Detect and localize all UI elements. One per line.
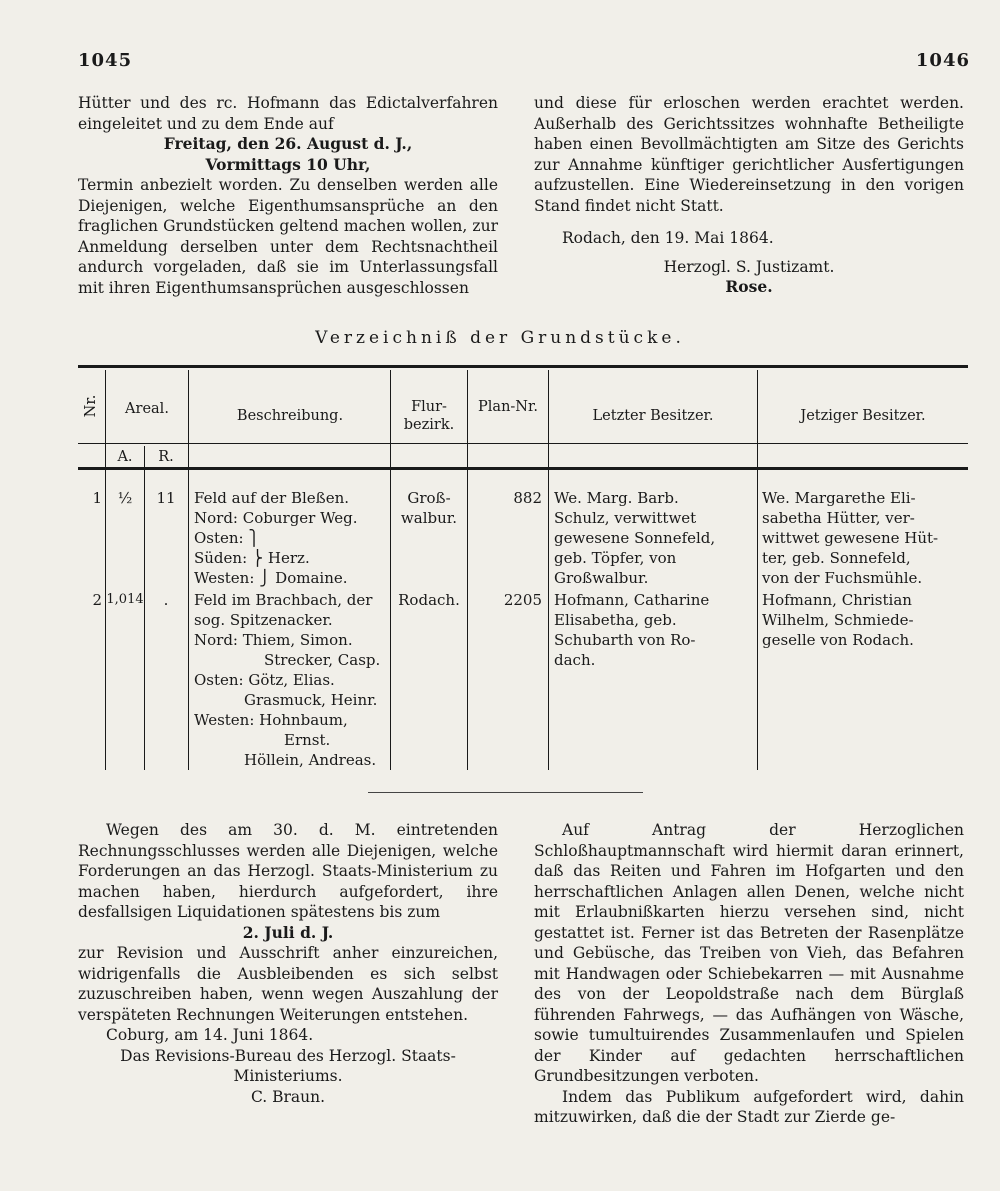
- row2-letzter-besitzer: [554, 590, 754, 670]
- column-divider: [188, 370, 189, 770]
- row2-jetziger-besitzer: [762, 590, 968, 650]
- text-line: gewesene Sonnefeld,: [554, 529, 716, 547]
- signer: Rose.: [725, 277, 773, 296]
- header-sub-rule: [78, 443, 968, 444]
- text-line: sog. Spitzenacker.: [194, 611, 333, 629]
- table-title: Verzeichniß der Grundstücke.: [315, 328, 685, 348]
- row1-nr: 1: [92, 489, 102, 507]
- row2-plan-nr: 2205: [503, 591, 542, 609]
- text-line: sabetha Hütter, ver-: [762, 509, 915, 527]
- header-bottom-rule: [78, 467, 968, 470]
- text-line: Feld auf der Bleßen.: [194, 489, 349, 507]
- column-divider: [467, 370, 468, 770]
- text-line: Groß-: [407, 489, 451, 507]
- row2-nr: 2: [92, 591, 102, 609]
- column-divider: [390, 370, 391, 770]
- row1-areal-a: ½: [117, 489, 133, 507]
- row2-areal-r: .: [163, 591, 169, 609]
- text-line: Höllein, Andreas.: [244, 751, 377, 769]
- section-separator: [368, 792, 643, 793]
- row1-areal-r: 11: [156, 489, 176, 507]
- text-line: Süden: ⎬ Herz.: [194, 549, 310, 567]
- edict-notice-continued: [78, 93, 498, 298]
- text-line: Nord: Thiem, Simon.: [194, 631, 353, 649]
- tick: [115, 468, 116, 469]
- paragraph: Termin anbezielt worden. Zu denselben werden alle Diejenigen, welche Eigenthumsansprüche an den fraglichen Grundstücken geltend machen wollen, zur Anmeldung derselben unter dem Rechtsnachtheil andurch vorgeladen, daß sie im Unterlassungsfall mit ihren Eigenthumsansprüchen ausgeschlossen: [78, 176, 498, 297]
- row1-letzter-besitzer: [554, 488, 754, 588]
- column-divider: [144, 446, 145, 770]
- row2-flurbezirk: Rodach.: [398, 591, 460, 609]
- text-line: We. Marg. Barb.: [554, 489, 679, 507]
- table-top-rule: [78, 365, 968, 368]
- text-line: geselle von Rodach.: [762, 631, 914, 649]
- paragraph: Auf Antrag der Herzoglichen Schloßhauptmannschaft wird hiermit daran erinnert, daß das Reiten und Fahren im Hofgarten und den herrschaftlichen Anlagen allen Denen, welche nicht mit Erlaubnißkarten hierzu versehen sind, nicht gestattet ist. Ferner ist das Betreten der Rasenplätze und Gebüsche, das Treiben von Vieh, das Befahren mit Handwagen oder Schiebekarren — mit Ausnahme des von der Leopoldstraße nach dem Bürglaß führenden Fahrwegs, — das Aufhängen von Wäsche, sowie tumultuirendes Zusammenlaufen und Spielen der Kinder auf gedachten herrschaftlichen Grundbesitzungen verboten.: [534, 821, 964, 1085]
- column-divider: [105, 370, 106, 770]
- text-line: Feld im Brachbach, der: [194, 591, 373, 609]
- page-number-right: 1046: [915, 50, 970, 71]
- text-line: wittwet gewesene Hüt-: [762, 529, 939, 547]
- row1-flurbezirk: [394, 488, 464, 528]
- text-line: von der Fuchsmühle.: [762, 569, 923, 587]
- text-line: Westen: Hohnbaum,: [194, 711, 348, 729]
- text-line: Hofmann, Christian: [762, 591, 912, 609]
- text-line: Westen: ⎭ Domaine.: [194, 569, 348, 587]
- date-line: Freitag, den 26. August d. J.,: [163, 134, 413, 153]
- column-divider: [548, 370, 549, 770]
- column-divider: [757, 370, 758, 770]
- edict-notice-end: [534, 93, 964, 298]
- row1-jetziger-besitzer: [762, 488, 968, 588]
- text-line: Osten: ⎫: [194, 529, 260, 547]
- text-line: Wilhelm, Schmiede-: [762, 611, 914, 629]
- header-flurbezirk: Flur-bezirk.: [403, 399, 455, 433]
- header-plan-nr: Plan-Nr.: [478, 399, 538, 415]
- signer: C. Braun.: [250, 1087, 326, 1106]
- text-line: ter, geb. Sonnefeld,: [762, 549, 911, 567]
- paragraph: zur Revision und Ausschrift anher einzureichen, widrigenfalls die Ausbleibenden es sich selbst zuzuschreiben haben, wenn wegen Auszahlung der verspäteten Rechnungen Weiterungen entstehen.: [78, 944, 498, 1024]
- row1-beschreibung: [194, 488, 388, 588]
- text-line: Großwalbur.: [554, 569, 649, 587]
- authority: Das Revisions-Bureau des Herzogl. Staats-Ministeriums.: [120, 1046, 456, 1085]
- header-nr: Nr.: [83, 394, 99, 418]
- authority: Herzogl. S. Justizamt.: [663, 257, 835, 276]
- text-line: Schulz, verwittwet: [554, 509, 697, 527]
- page-number-left: 1045: [78, 50, 133, 71]
- paragraph: Wegen des am 30. d. M. eintretenden Rechnungsschlusses werden alle Diejenigen, welche Forderungen an das Herzogl. Staats-Ministerium zu machen haben, hierdurch aufgefordert, ihre desfallsigen Liquidationen spätestens bis zum: [78, 821, 498, 921]
- header-areal-a: A.: [117, 449, 133, 465]
- paragraph: Indem das Publikum aufgefordert wird, dahin mitzuwirken, daß die der Stadt zur Zierde ge-: [534, 1087, 964, 1126]
- paragraph: Hütter und des rc. Hofmann das Edictalverfahren eingeleitet und zu dem Ende auf: [78, 94, 498, 133]
- text-line: Osten: Götz, Elias.: [194, 671, 335, 689]
- text-line: Strecker, Casp.: [264, 651, 381, 669]
- castle-garden-notice: [534, 820, 964, 1128]
- header-areal-r: R.: [158, 449, 174, 465]
- row2-areal-a: 1,014: [106, 592, 144, 607]
- text-line: Grasmuck, Heinr.: [244, 691, 378, 709]
- date-line: 2. Juli d. J.: [242, 922, 334, 942]
- text-line: We. Margarethe Eli-: [762, 489, 916, 507]
- text-line: walbur.: [400, 509, 458, 527]
- header-letzter-besitzer: Letzter Besitzer.: [592, 408, 714, 424]
- row1-plan-nr: 882: [513, 489, 542, 507]
- text-line: Nord: Coburger Weg.: [194, 509, 358, 527]
- text-line: Schubarth von Ro-: [554, 631, 696, 649]
- text-line: Elisabetha, geb.: [554, 611, 677, 629]
- header-beschreibung: Beschreibung.: [236, 408, 344, 424]
- text-line: Ernst.: [284, 731, 331, 749]
- text-line: Hofmann, Catharine: [554, 591, 710, 609]
- text-line: dach.: [554, 651, 596, 669]
- time-line: Vormittags 10 Uhr,: [205, 154, 371, 174]
- row2-beschreibung: [194, 590, 388, 770]
- place-date: Coburg, am 14. Juni 1864.: [106, 1026, 314, 1044]
- place-date: Rodach, den 19. Mai 1864.: [562, 229, 774, 247]
- paragraph: und diese für erloschen werden erachtet werden. Außerhalb des Gerichtssitzes wohnhafte Betheiligte haben einen Bevollmächtigten am Sitze des Gerichts zur Annahme künftiger gerichtlicher Ausfertigungen aufzustellen. Eine Wiedereinsetzung in den vorigen Stand findet nicht Statt.: [534, 94, 964, 215]
- text-line: geb. Töpfer, von: [554, 549, 677, 567]
- revision-bureau-notice: [78, 820, 498, 1107]
- header-areal: Areal.: [125, 401, 169, 417]
- header-jetziger-besitzer: Jetziger Besitzer.: [800, 408, 926, 424]
